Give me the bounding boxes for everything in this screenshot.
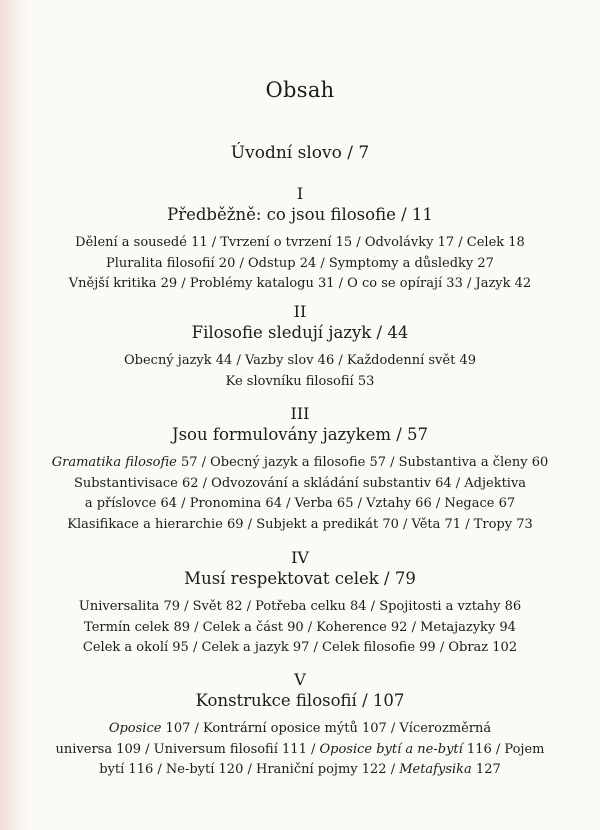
section-entries <box>0 719 600 781</box>
entry-line: Pluralita filosofií 20 / Odstup 24 / Symptomy a důsledky 27 <box>106 255 494 271</box>
section-numeral: III <box>290 404 310 423</box>
section-numeral: I <box>296 184 304 203</box>
entry-line: Klasifikace a hierarchie 69 / Subjekt a predikát 70 / Věta 71 / Tropy 73 <box>67 516 533 532</box>
section-title: Jsou formulovány jazykem / 57 <box>171 425 429 444</box>
entry-line-italic-lead: Gramatika filosofie 57 / Obecný jazyk a filosofie 57 / Substantiva a členy 60 <box>51 455 549 470</box>
italic-term: Metafysika <box>399 762 472 777</box>
page-title: Obsah <box>265 78 335 102</box>
section-entries <box>0 233 600 295</box>
entry-line: Termín celek 89 / Celek a část 90 / Koherence 92 / Metajazyky 94 <box>84 619 516 635</box>
italic-term: Oposice <box>108 721 162 736</box>
entry-line: Celek a okolí 95 / Celek a jazyk 97 / Celek filosofie 99 / Obraz 102 <box>82 640 518 655</box>
section-title: Předběžně: co jsou filosofie / 11 <box>167 205 433 224</box>
section-3 <box>0 404 600 535</box>
section-numeral: IV <box>291 548 309 567</box>
section-entries <box>0 351 600 392</box>
entry-line: Substantivisace 62 / Odvozování a skládání substantiv 64 / Adjektiva <box>73 475 527 491</box>
section-numeral: II <box>293 302 307 321</box>
entry-line-italic: Oposice 107 / Kontrární oposice mýtů 107 / Vícerozměrná <box>108 721 492 736</box>
section-title: Konstrukce filosofií / 107 <box>195 691 405 710</box>
section-title: Musí respektovat celek / 79 <box>184 569 416 588</box>
section-entries <box>0 453 600 535</box>
entry-line: Dělení a sousedé 11 / Tvrzení o tvrzení 15 / Odvolávky 17 / Celek 18 <box>75 235 525 250</box>
entry-line-italic: bytí 116 / Ne-bytí 120 / Hraniční pojmy 122 / Metafysika 127 <box>99 762 501 777</box>
italic-term: Gramatika filosofie <box>51 455 177 470</box>
entry-line-italic: universa 109 / Universum filosofií 111 / Oposice bytí a ne-bytí 116 / Pojem <box>55 741 545 757</box>
italic-term: Oposice bytí a ne-bytí <box>319 741 463 757</box>
entry-line: Ke slovníku filosofií 53 <box>225 373 375 389</box>
section-title: Filosofie sledují jazyk / 44 <box>191 323 409 342</box>
section-entries <box>0 597 600 659</box>
section-2 <box>0 302 600 392</box>
entry-line: Obecný jazyk 44 / Vazby slov 46 / Každodenní svět 49 <box>123 353 476 368</box>
section-5 <box>0 670 600 781</box>
entry-line: a příslovce 64 / Pronomina 64 / Verba 65 / Vztahy 66 / Negace 67 <box>84 496 516 511</box>
section-4 <box>0 548 600 659</box>
section-1 <box>0 184 600 295</box>
entry-line: Universalita 79 / Svět 82 / Potřeba celku 84 / Spojitosti a vztahy 86 <box>78 599 522 614</box>
intro-entry: Úvodní slovo / 7 <box>230 143 370 163</box>
entry-line: Vnější kritika 29 / Problémy katalogu 31 / O co se opírají 33 / Jazyk 42 <box>68 276 532 291</box>
section-numeral: V <box>294 670 306 689</box>
